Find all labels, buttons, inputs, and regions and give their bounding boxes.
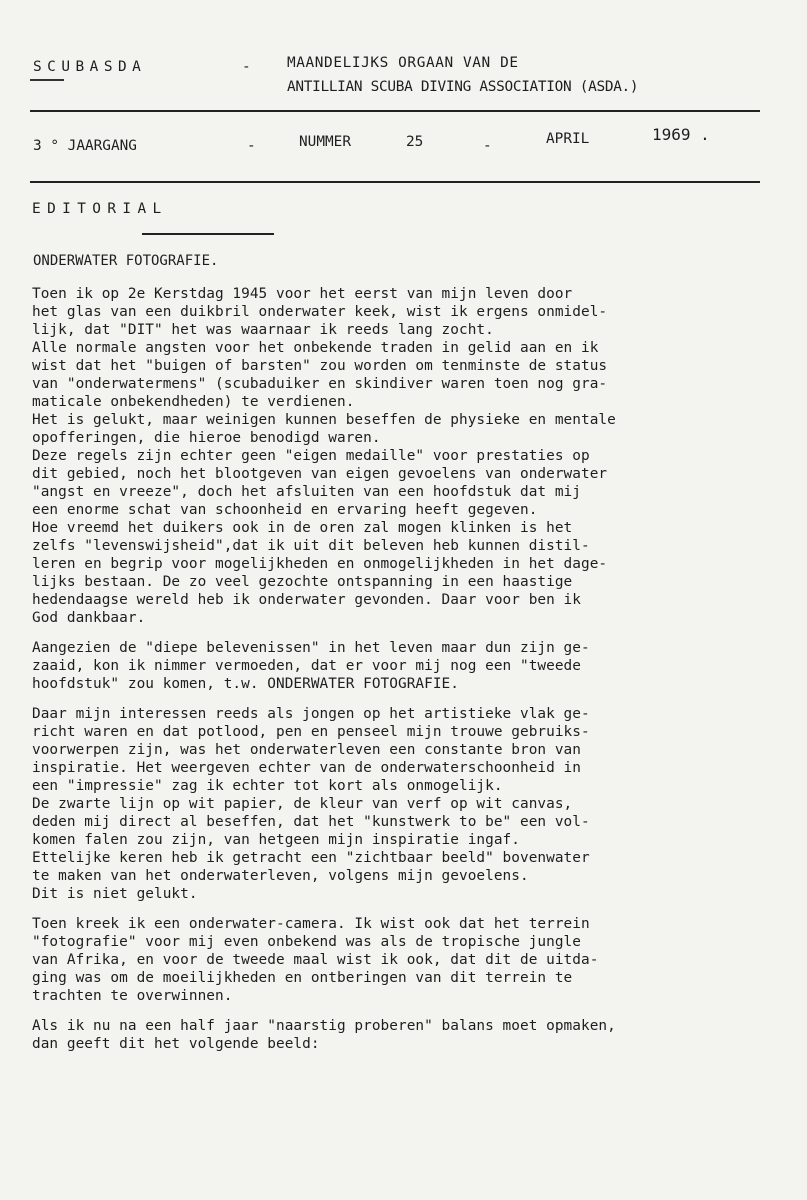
text-line: trachten te overwinnen. — [32, 988, 233, 1004]
text-line: lijk, dat "DIT" het was waarnaar ik reeds lang zocht. — [32, 322, 494, 338]
paragraph — [32, 639, 616, 693]
text-line: van Afrika, en voor de tweede maal wist ik ook, dat dit de uitda- — [32, 952, 599, 968]
masthead-dash: - — [242, 59, 251, 75]
issue-dash-1: - — [247, 138, 256, 154]
text-line: maticale onbekendheden) te verdienen. — [32, 394, 355, 410]
masthead-line-1: MAANDELIJKS ORGAAN VAN DE — [287, 55, 519, 71]
text-line: Ettelijke keren heb ik getracht een "zichtbaar beeld" bovenwater — [32, 850, 590, 866]
issue-year: 1969 . — [652, 125, 710, 144]
text-line: richt waren en dat potlood, pen en penseel mijn trouwe gebruiks- — [32, 724, 590, 740]
text-line: het glas van een duikbril onderwater keek, wist ik ergens onmidel- — [32, 304, 608, 320]
masthead-line-2: ANTILLIAN SCUBA DIVING ASSOCIATION (ASDA.) — [287, 79, 639, 95]
text-line: hedendaagse wereld heb ik onderwater gevonden. Daar voor ben ik — [32, 592, 581, 608]
text-line: De zwarte lijn op wit papier, de kleur van verf op wit canvas, — [32, 796, 573, 812]
text-line: een "impressie" zag ik echter tot kort als onmogelijk. — [32, 778, 503, 794]
text-line: God dankbaar. — [32, 610, 146, 626]
issue-number-label: NUMMER — [299, 134, 351, 150]
issue-number: 25 — [406, 134, 424, 150]
text-line: Als ik nu na een half jaar "naarstig proberen" balans moet opmaken, — [32, 1018, 616, 1034]
text-line: voorwerpen zijn, was het onderwaterleven een constante bron van — [32, 742, 581, 758]
text-line: Alle normale angsten voor het onbekende traden in gelid aan en ik — [32, 340, 599, 356]
masthead-name-underline — [30, 79, 64, 81]
text-line: Aangezien de "diepe belevenissen" in het leven maar dun zijn ge- — [32, 640, 590, 656]
article-body — [32, 285, 616, 1053]
text-line: komen falen zou zijn, van hetgeen mijn inspiratie ingaf. — [32, 832, 520, 848]
paragraph-gap — [32, 903, 616, 915]
text-line: Toen ik op 2e Kerstdag 1945 voor het eerst van mijn leven door — [32, 286, 573, 302]
text-line: lijks bestaan. De zo veel gezochte ontspanning in een haastige — [32, 574, 573, 590]
text-line: Dit is niet gelukt. — [32, 886, 198, 902]
text-line: van "onderwatermens" (scubaduiker en skindiver waren toen nog gra- — [32, 376, 608, 392]
text-line: dit gebied, noch het blootgeven van eigen gevoelens van onderwater — [32, 466, 608, 482]
text-line: "fotografie" voor mij even onbekend was als de tropische jungle — [32, 934, 581, 950]
text-line: zaaid, kon ik nimmer vermoeden, dat er voor mij nog een "tweede — [32, 658, 581, 674]
masthead-rule — [30, 110, 760, 112]
text-line: hoofdstuk" zou komen, t.w. ONDERWATER FOTOGRAFIE. — [32, 676, 459, 692]
text-line: Deze regels zijn echter geen "eigen medaille" voor prestaties op — [32, 448, 590, 464]
issue-rule — [30, 181, 760, 183]
issue-dash-2: - — [483, 138, 492, 154]
text-line: deden mij direct al beseffen, dat het "kunstwerk to be" een vol- — [32, 814, 590, 830]
text-line: "angst en vreeze", doch het afsluiten van een hoofdstuk dat mij — [32, 484, 581, 500]
text-line: te maken van het onderwaterleven, volgens mijn gevoelens. — [32, 868, 529, 884]
paragraph — [32, 915, 616, 1005]
paragraph — [32, 285, 616, 627]
text-line: zelfs "levenswijsheid",dat ik uit dit beleven heb kunnen distil- — [32, 538, 590, 554]
text-line: een enorme schat van schoonheid en ervaring heeft gegeven. — [32, 502, 538, 518]
paragraph-gap — [32, 627, 616, 639]
text-line: ging was om de moeilijkheden en ontberingen van dit terrein te — [32, 970, 573, 986]
section-underline — [142, 233, 274, 235]
paragraph — [32, 1017, 616, 1053]
text-line: inspiratie. Het weergeven echter van de onderwaterschoonheid in — [32, 760, 581, 776]
paragraph — [32, 705, 616, 903]
text-line: leren en begrip voor mogelijkheden en onmogelijkheden in het dage- — [32, 556, 608, 572]
article-title: ONDERWATER FOTOGRAFIE. — [33, 253, 219, 269]
text-line: Hoe vreemd het duikers ook in de oren zal mogen klinken is het — [32, 520, 573, 536]
issue-volume: 3 ° JAARGANG — [33, 138, 137, 154]
text-line: wist dat het "buigen of barsten" zou worden om tenminste de status — [32, 358, 608, 374]
paragraph-gap — [32, 1005, 616, 1017]
text-line: opofferingen, die hieroe benodigd waren. — [32, 430, 381, 446]
section-heading: EDITORIAL — [32, 201, 168, 217]
text-line: Daar mijn interessen reeds als jongen op het artistieke vlak ge- — [32, 706, 590, 722]
text-line: Het is gelukt, maar weinigen kunnen beseffen de physieke en mentale — [32, 412, 616, 428]
paragraph-gap — [32, 693, 616, 705]
text-line: dan geeft dit het volgende beeld: — [32, 1036, 320, 1052]
text-line: Toen kreek ik een onderwater-camera. Ik wist ook dat het terrein — [32, 916, 590, 932]
masthead-name: SCUBASDA — [33, 59, 147, 75]
issue-month: APRIL — [546, 131, 590, 147]
